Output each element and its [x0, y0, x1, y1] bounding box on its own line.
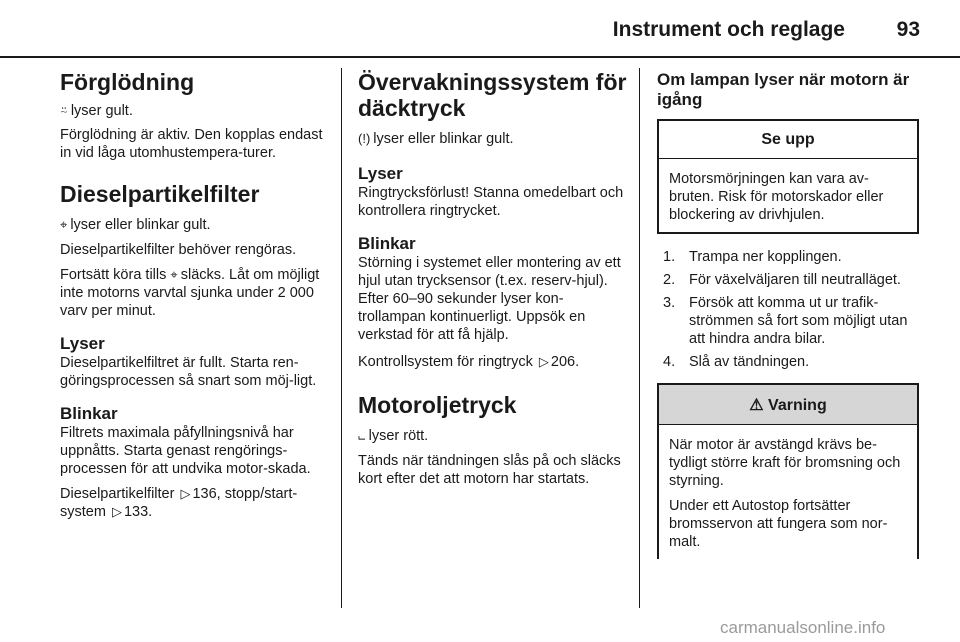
oil-can-icon: ⨽	[358, 428, 366, 444]
page-reference-arrow-icon: ▷	[538, 354, 549, 370]
page-number: 93	[896, 18, 920, 41]
particle-filter-icon: ⌖	[170, 266, 178, 282]
list-item: 4. Slå av tändningen.	[663, 353, 810, 370]
particle-filter-icon: ⌖	[60, 216, 68, 232]
caution-title: Se upp	[659, 121, 917, 159]
oil-pressure-icon-line: ⨽ lyser rött.	[358, 428, 429, 445]
page-header	[0, 0, 960, 58]
section-title-preheating: Förglödning	[60, 69, 195, 95]
page-reference-arrow-icon: ▷	[180, 486, 191, 502]
tire-pressure-icon: (!)	[358, 130, 371, 146]
preheating-text: Förglödning är aktiv. Den kopplas endast in vid låga utomhustempera-turer.	[60, 126, 323, 161]
warning-text-1: När motor är avstängd krävs be-tydligt större kraft för bromsning och styrning.	[669, 436, 901, 489]
list-item: 2. För växelväljaren till neutralläget.	[663, 271, 901, 288]
tire-pressure-blinkar-text: Störning i systemet eller montering av ett hjul utan trycksensor (t.ex. reserv-hjul). Efter 60–90 sekunder lyser kon-trollampan kontinuerligt. Uppsök en verkstad för att få hjälp.	[358, 255, 621, 344]
page-ref-206-link[interactable]: 206.	[550, 354, 580, 371]
tire-pressure-icon-line: (!) lyser eller blinkar gult.	[358, 130, 514, 147]
page-ref-133-link[interactable]: 133.	[123, 504, 153, 521]
warning-title: Varning	[768, 396, 827, 414]
column-divider-left	[341, 68, 342, 608]
caution-box	[657, 119, 919, 234]
page-reference-arrow-icon: ▷	[111, 504, 122, 520]
warning-header	[659, 385, 917, 425]
steps-list	[657, 248, 919, 371]
page-ref-136-link[interactable]: 136, stopp/start-system	[60, 486, 298, 521]
particle-filter-text-1: Dieselpartikelfilter behöver rengöras.	[60, 241, 297, 258]
list-item: 1. Trampa ner kopplingen.	[663, 248, 842, 265]
watermark: carmanualsonline.info	[720, 618, 886, 637]
header-title: Instrument och reglage	[612, 18, 845, 41]
list-item: 3. Försök att komma ut ur trafik-strömmen så fort som möjligt utan att hindra andra bilar.	[663, 294, 908, 347]
section-title-lamp-on-running: Om lampan lyser när motorn är igång	[657, 70, 910, 110]
section-title-oil-pressure: Motoroljetryck	[358, 392, 517, 419]
preheating-icon-line: ⍨ lyser gult.	[60, 102, 133, 119]
particle-filter-references: Dieselpartikelfilter ▷ 136, stopp/start-system ▷ 133.	[60, 486, 298, 521]
particle-filter-lyser-text: Dieselpartikelfiltret är fullt. Starta ren-göringsprocessen så snart som möj-ligt.	[60, 354, 317, 389]
column-middle	[358, 70, 628, 488]
glow-plug-icon: ⍨	[60, 102, 68, 118]
subheading-lyser: Lyser	[358, 163, 403, 183]
warning-triangle-icon: ⚠	[749, 396, 764, 414]
particle-filter-icon-line: ⌖ lyser eller blinkar gult.	[60, 216, 211, 233]
column-left	[60, 70, 328, 521]
section-title-particle-filter: Dieselpartikelfilter	[60, 180, 260, 207]
particle-filter-blinkar-text: Filtrets maximala påfyllningsnivå har uppnåtts. Starta genast rengörings-processen för att undvika motor-skada.	[60, 425, 311, 478]
particle-filter-text-2: Fortsätt köra tills ⌖ släcks. Låt om möjligt inte motorns varvtal sjunka under 2 000 varv per minut.	[60, 266, 320, 319]
warning-box	[657, 383, 919, 559]
subheading-blinkar: Blinkar	[60, 403, 118, 423]
caution-text: Motorsmörjningen kan vara av-bruten. Risk för motorskador eller blockering av drivhjulen.	[669, 170, 884, 223]
subheading-lyser: Lyser	[60, 333, 105, 353]
section-title-tire-pressure: Övervakningssystem för däcktryck	[358, 69, 627, 121]
oil-pressure-text: Tänds när tändningen slås på och släcks kort efter det att motorn har startats.	[358, 453, 621, 488]
column-right	[657, 70, 919, 559]
tire-pressure-lyser-text: Ringtrycksförlust! Stanna omedelbart och kontrollera ringtrycket.	[358, 184, 624, 219]
subheading-blinkar: Blinkar	[358, 233, 416, 253]
warning-text-2: Under ett Autostop fortsätter bromsservon att fungera som nor-malt.	[669, 497, 888, 550]
tire-pressure-reference: Kontrollsystem för ringtryck ▷ 206.	[358, 354, 580, 371]
column-divider-right	[639, 68, 640, 608]
